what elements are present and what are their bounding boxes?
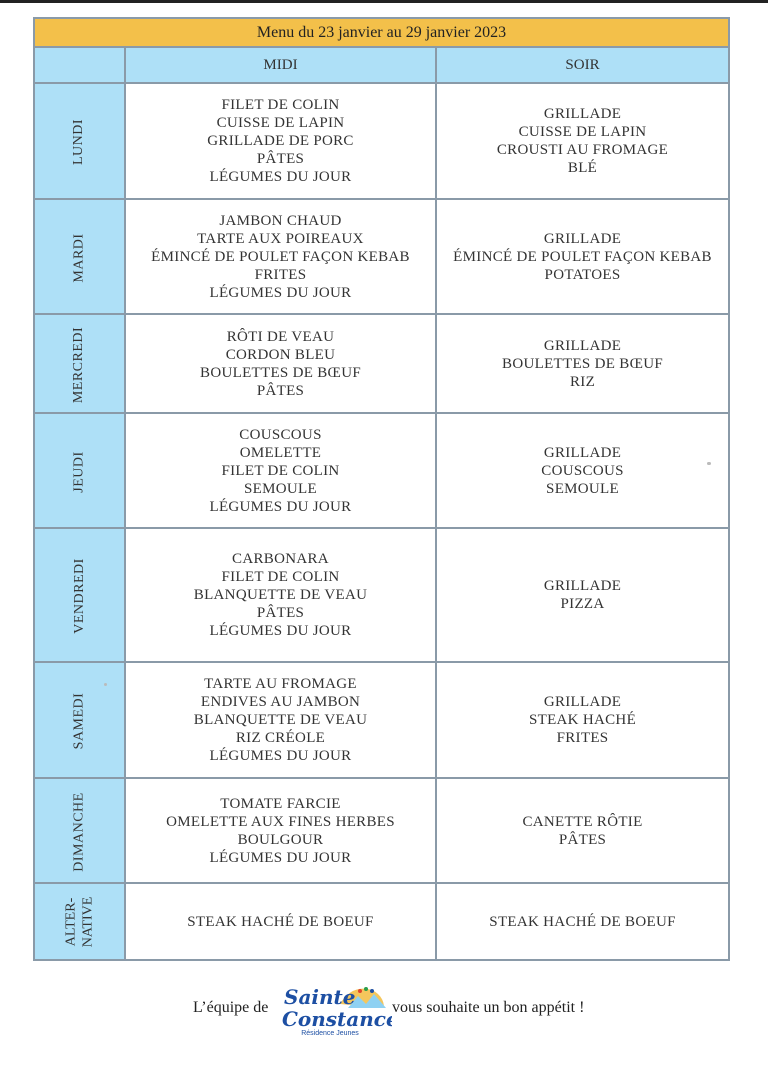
dish-item: BLANQUETTE DE VEAU xyxy=(193,712,368,728)
dish-item: CROUSTI AU FROMAGE xyxy=(496,142,669,158)
dish-item: LÉGUMES DU JOUR xyxy=(209,623,352,639)
dish-item: FILET DE COLIN xyxy=(221,569,340,585)
dish-item: PÂTES xyxy=(256,151,305,167)
soir-cell xyxy=(436,314,729,413)
dish-item: FILET DE COLIN xyxy=(221,462,340,479)
dish-item: LÉGUMES DU JOUR xyxy=(209,849,352,866)
midi-cell xyxy=(125,528,436,662)
day-label: SAMEDI xyxy=(71,692,87,750)
dish-item: BOULETTES DE BŒUF xyxy=(200,364,361,381)
day-label: LUNDI xyxy=(71,118,87,166)
midi-cell xyxy=(125,778,436,883)
dish-item: COUSCOUS xyxy=(239,426,322,443)
dish-item: RIZ CRÉOLE xyxy=(235,730,326,746)
alternative-midi: STEAK HACHÉ DE BOEUF xyxy=(125,883,436,960)
weekly-menu-table xyxy=(33,17,730,961)
dish-item: TOMATE FARCIE xyxy=(220,795,341,812)
dish-item: LÉGUMES DU JOUR xyxy=(209,169,352,185)
midi-cell xyxy=(125,83,436,199)
day-label-cell xyxy=(34,83,125,199)
dish-item: ENDIVES AU JAMBON xyxy=(200,694,361,710)
day-row xyxy=(34,83,729,199)
header-midi: MIDI xyxy=(125,47,436,83)
dish-item: OMELETTE AUX FINES HERBES xyxy=(166,813,395,830)
dish-item: TARTE AU FROMAGE xyxy=(204,676,357,692)
dish-item: CUISSE DE LAPIN xyxy=(216,115,345,131)
dish-item: PÂTES xyxy=(256,382,305,399)
menu-title: Menu du 23 janvier au 29 janvier 2023 xyxy=(34,18,729,47)
dish-item: RÔTI DE VEAU xyxy=(226,328,335,345)
footer xyxy=(0,985,768,1045)
scan-speck xyxy=(707,462,711,465)
dish-item: FRITES xyxy=(254,266,307,283)
midi-cell xyxy=(125,314,436,413)
dish-item: STEAK HACHÉ xyxy=(528,712,637,728)
alternative-soir: STEAK HACHÉ DE BOEUF xyxy=(436,883,729,960)
dish-item: BLÉ xyxy=(567,160,598,176)
dish-item: GRILLADE DE PORC xyxy=(207,133,354,149)
header-soir: SOIR xyxy=(436,47,729,83)
day-label: VENDREDI xyxy=(71,558,87,634)
dish-item: GRILLADE xyxy=(543,578,622,594)
dish-item: LÉGUMES DU JOUR xyxy=(209,284,352,301)
day-label: MERCREDI xyxy=(71,326,87,403)
dish-item: GRILLADE xyxy=(543,444,622,461)
day-row xyxy=(34,662,729,778)
dish-item: TARTE AUX POIREAUX xyxy=(197,230,364,247)
day-row xyxy=(34,314,729,413)
day-label-alternative xyxy=(34,883,125,960)
dish-item: ÉMINCÉ DE POULET FAÇON KEBAB xyxy=(151,248,410,265)
dish-item: SEMOULE xyxy=(546,480,619,497)
dish-item: FILET DE COLIN xyxy=(221,97,340,113)
dish-item: ÉMINCÉ DE POULET FAÇON KEBAB xyxy=(453,248,712,265)
soir-cell xyxy=(436,83,729,199)
day-label: DIMANCHE xyxy=(71,791,87,872)
dish-item: CARBONARA xyxy=(232,551,329,567)
day-label-cell xyxy=(34,413,125,528)
dish-item: LÉGUMES DU JOUR xyxy=(209,498,352,515)
dish-item: BOULETTES DE BŒUF xyxy=(502,355,663,372)
dish-item: CUISSE DE LAPIN xyxy=(518,124,647,140)
soir-cell xyxy=(436,662,729,778)
dish-item: SEMOULE xyxy=(244,480,317,497)
day-label-cell xyxy=(34,778,125,883)
scan-speck xyxy=(104,683,107,686)
soir-cell xyxy=(436,199,729,314)
dish-item: CANETTE RÔTIE xyxy=(522,813,643,830)
dish-item: GRILLADE xyxy=(543,106,622,122)
day-label-cell xyxy=(34,528,125,662)
logo-graphic xyxy=(280,982,392,1032)
corner-cell xyxy=(34,47,125,83)
footer-text-pre: L’équipe de xyxy=(193,999,269,1016)
dish-item: POTATOES xyxy=(544,266,621,283)
dish-item: PÂTES xyxy=(256,605,305,621)
day-row xyxy=(34,413,729,528)
dish-item: PÂTES xyxy=(558,831,607,848)
midi-cell xyxy=(125,413,436,528)
dish-item: GRILLADE xyxy=(543,337,622,354)
top-border-line xyxy=(0,0,768,3)
day-row xyxy=(34,778,729,883)
dish-item: GRILLADE xyxy=(543,230,622,247)
day-label-cell xyxy=(34,662,125,778)
day-label: MARDI xyxy=(71,232,87,283)
soir-cell xyxy=(436,413,729,528)
logo-subtitle: Résidence Jeunes xyxy=(301,1030,359,1037)
day-row xyxy=(34,528,729,662)
dish-item: JAMBON CHAUD xyxy=(219,212,342,229)
dish-item: COUSCOUS xyxy=(541,462,624,479)
logo-text-line1: Sainte xyxy=(284,985,356,1009)
logo-text-line2: Constance xyxy=(282,1007,392,1031)
alternative-label-line2: NATIVE xyxy=(80,896,96,947)
dish-item: LÉGUMES DU JOUR xyxy=(209,748,352,764)
dish-item: BOULGOUR xyxy=(237,831,324,848)
dish-item: CORDON BLEU xyxy=(225,346,336,363)
dish-item: FRITES xyxy=(556,730,609,746)
midi-cell xyxy=(125,662,436,778)
day-row xyxy=(34,199,729,314)
soir-cell xyxy=(436,778,729,883)
day-label: JEUDI xyxy=(71,450,87,493)
dish-item: PIZZA xyxy=(560,596,605,612)
soir-cell xyxy=(436,528,729,662)
alternative-label-line1: ALTER- xyxy=(63,897,79,946)
alternative-row xyxy=(34,883,729,960)
dish-item: OMELETTE xyxy=(239,444,322,461)
day-rows xyxy=(34,83,729,883)
footer-text-post: vous souhaite un bon appétit ! xyxy=(392,999,585,1016)
dish-item: BLANQUETTE DE VEAU xyxy=(193,587,368,603)
sainte-constance-logo xyxy=(280,982,392,1042)
midi-cell xyxy=(125,199,436,314)
day-label-cell xyxy=(34,314,125,413)
dish-item: GRILLADE xyxy=(543,694,622,710)
dish-item: RIZ xyxy=(569,373,596,390)
day-label-cell xyxy=(34,199,125,314)
